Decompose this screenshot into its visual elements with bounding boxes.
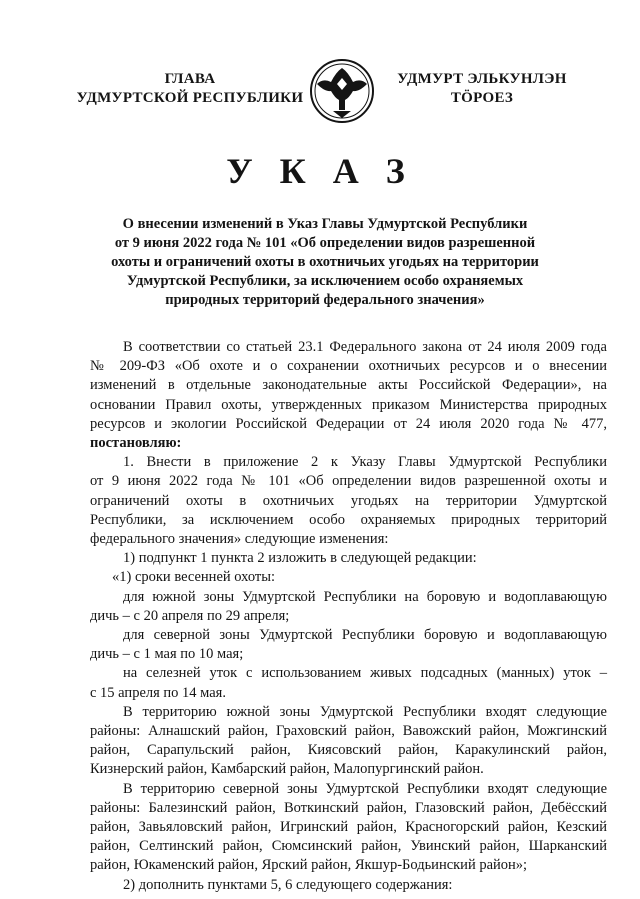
body-line: для южной зоны Удмуртской Республики на боровую и водоплавающую xyxy=(123,588,607,605)
body-line: районы: Алнашский район, Граховский район, Вавожский район, Можгинский xyxy=(90,723,607,740)
body-line: № 209-ФЗ «Об охоте и о сохранении охотничьих ресурсов и о внесении xyxy=(90,358,607,375)
south-zone-season xyxy=(90,588,607,626)
body-line: ресурсов и экологии Российской Федерации от 24 июля 2020 года № 477, xyxy=(90,415,607,432)
subitem-1: 1) подпункт 1 пункта 2 изложить в следующей редакции: xyxy=(123,550,477,567)
body-line: основании Правил охоты, утвержденных приказом Министерства природных xyxy=(90,396,607,413)
south-zone-districts xyxy=(90,703,607,780)
subject-line: охоты и ограничений охоты в охотничьих угодьях на территории xyxy=(111,254,539,270)
body-line: Республики, за исключением особо охраняемых природных территорий xyxy=(90,511,607,528)
subitem-2: 2) дополнить пунктами 5, 6 следующего содержания: xyxy=(123,876,453,893)
body-line: Кизнерский район, Камбарский район, Малопургинский район. xyxy=(90,761,484,778)
body-line: изменений в отдельные законодательные акты Российской Федерации», на xyxy=(90,377,607,394)
subject-line: О внесении изменений в Указ Главы Удмуртской Республики xyxy=(122,216,528,232)
issuer-left xyxy=(70,70,310,108)
subject-line: Удмуртской Республики, за исключением особо охраняемых xyxy=(126,273,524,289)
body-line: район, Сарапульский район, Киясовский район, Каракулинский район, xyxy=(90,742,607,759)
preamble xyxy=(90,338,607,453)
body-line: 1. Внести в приложение 2 к Указу Главы Удмуртской Республики xyxy=(123,454,607,471)
issuer-right-line2: ТӦРОЕЗ xyxy=(450,90,514,106)
north-zone-season xyxy=(90,626,607,664)
body-line: В территорию северной зоны Удмуртской Республики входят следующие xyxy=(123,780,607,797)
drakes-season xyxy=(90,664,607,702)
body-line: район, Завьяловский район, Игринский район, Красногорский район, Кезский xyxy=(90,819,607,836)
issuer-right xyxy=(382,70,582,108)
body-line: для северной зоны Удмуртской Республики боровую и водоплавающую xyxy=(123,627,607,644)
issuer-left-line2: УДМУРТСКОЙ РЕСПУБЛИКИ xyxy=(76,90,304,106)
body-line: на селезней уток с использованием живых подсадных (манных) уток – xyxy=(123,665,607,682)
subject-line: от 9 июня 2022 года № 101 «Об определении видов разрешенной xyxy=(114,235,536,251)
item-1 xyxy=(90,453,607,549)
subject-line: природных территорий федерального значения» xyxy=(165,292,485,308)
coat-of-arms-udmurtia-icon xyxy=(309,58,375,124)
body-line: В территорию южной зоны Удмуртской Республики входят следующие xyxy=(123,703,607,720)
document-subject xyxy=(80,215,570,310)
body-line: ограничений охоты в охотничьих угодьях на территории Удмуртской xyxy=(90,492,607,509)
document-body xyxy=(90,338,607,895)
decree-word: постановляю: xyxy=(90,435,182,452)
body-line: В соответствии со статьей 23.1 Федерального закона от 24 июля 2009 года xyxy=(123,339,607,355)
body-line: районы: Балезинский район, Воткинский район, Глазовский район, Дебёсский xyxy=(90,799,607,816)
body-line: с 15 апреля по 14 мая. xyxy=(90,684,226,701)
quote-start: «1) сроки весенней охоты: xyxy=(112,569,276,586)
north-zone-districts xyxy=(90,780,607,876)
body-line: дичь – с 1 мая по 10 мая; xyxy=(90,646,244,663)
body-line: федерального значения» следующие изменения: xyxy=(90,531,389,548)
body-line: от 9 июня 2022 года № 101 «Об определении видов разрешенной охоты и xyxy=(90,473,607,490)
document-title: У К А З xyxy=(226,151,414,191)
issuer-left-line1: ГЛАВА xyxy=(164,71,216,87)
body-line: район, Юкаменский район, Ярский район, Якшур-Бодьинский район»; xyxy=(90,857,528,874)
issuer-right-line1: УДМУРТ ЭЛЬКУНЛЭН xyxy=(397,71,567,87)
body-line: район, Селтинский район, Сюмсинский район, Увинский район, Шарканский xyxy=(90,838,607,855)
body-line: дичь – с 20 апреля по 29 апреля; xyxy=(90,607,290,624)
